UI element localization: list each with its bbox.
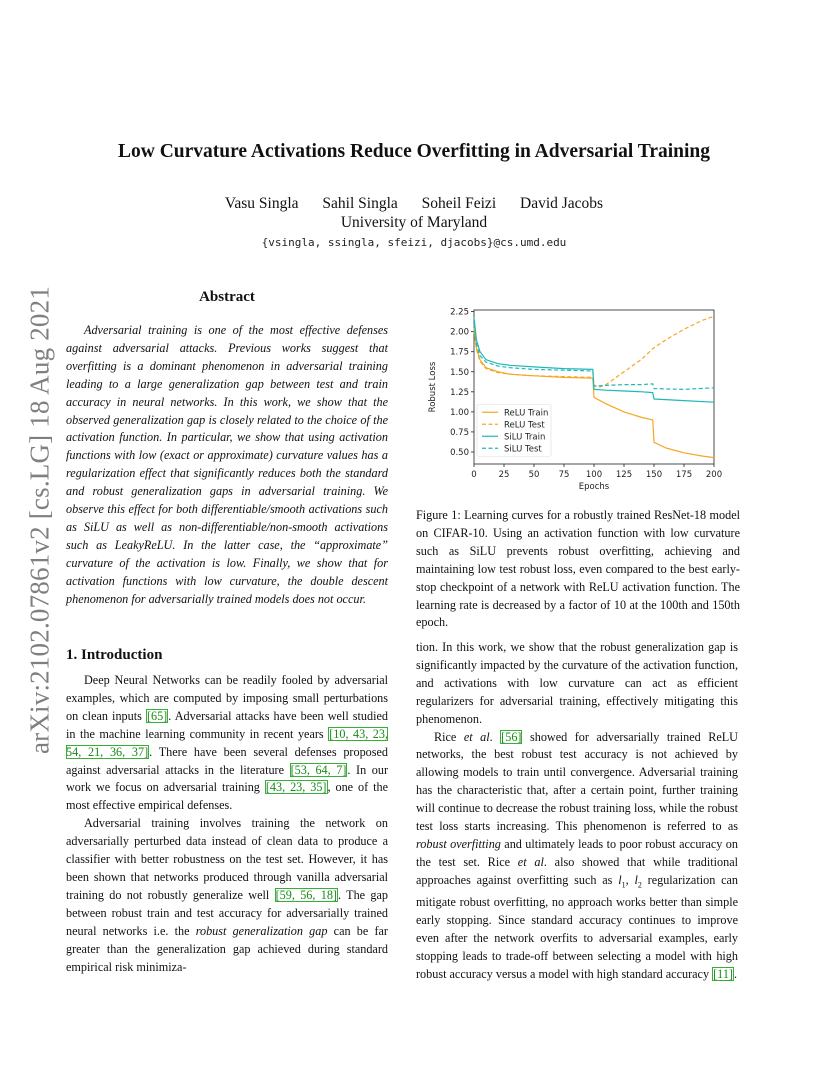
y-axis-label: Robust Loss bbox=[428, 361, 438, 413]
arxiv-stamp bbox=[20, 280, 60, 760]
y-tick-label: 2.25 bbox=[450, 307, 469, 318]
y-tick-label: 0.75 bbox=[450, 427, 469, 438]
arxiv-identifier: arXiv:2102.07861v2 [cs.LG] 18 Aug 2021 bbox=[24, 285, 55, 755]
figure-1 bbox=[424, 304, 724, 494]
author-list bbox=[0, 195, 828, 213]
series-line bbox=[474, 317, 714, 402]
x-axis-label: Epochs bbox=[578, 482, 610, 492]
paragraph: tion. In this work, we show that the robust generalization gap is significantly impacted by the curvature of the activation function, and activations with low curvature can act as efficient regularizers for adversarial training, effectively mitigating this phenomenon. bbox=[416, 640, 738, 726]
subscript: 1 bbox=[621, 880, 626, 890]
paragraph: Rice et al. [56] showed for adversarially trained ReLU networks, the best robust test accuracy is not achieved by allowing models to train until convergence. Adversarial training has the characteristic that, after a certain point, further training will continue to decrease the robust training loss, while the robust test loss starts increasing. This phenomenon is referred to as robust overfitting and ultimately leads to poor robust accuracy on the test set. Rice et al. also showed that while traditional approaches against overfitting such as $l_1$, $l_2$ regularization can mitigate robust overfitting, no approach works better than simple early stopping. Since standard accuracy continues to improve even after the network overfits to adversarial examples, early stopping leads to trade-off between selecting a model with high robust accuracy versus a model with high standard accuracy [11]. bbox=[416, 729, 739, 981]
author: David Jacobs bbox=[520, 195, 604, 212]
y-tick-label: 2.00 bbox=[450, 327, 469, 338]
citation-link[interactable]: [53, 64, 7] bbox=[290, 762, 347, 777]
citation-link[interactable]: [59, 56, 18] bbox=[275, 887, 337, 902]
x-tick-label: 200 bbox=[705, 470, 723, 480]
author: Vasu Singla bbox=[224, 195, 299, 212]
italic-text: l bbox=[634, 872, 638, 887]
italic-text: l bbox=[618, 872, 622, 887]
citation-link[interactable]: [11] bbox=[713, 966, 733, 981]
abstract-heading: Abstract bbox=[199, 289, 255, 305]
affiliation: University of Maryland bbox=[340, 214, 488, 231]
y-tick-label: 1.25 bbox=[450, 387, 469, 398]
paragraph: Deep Neural Networks can be readily fooled by adversarial examples, which are computed by imposing small perturbations on clean inputs [65]. Adversarial attacks have been well studied in the machine learning community in recent years [10, 43, 23, 54, 21, 36, 37]. There have been several defenses proposed against adversarial attacks in the literature [53, 64, 7]. In our work we focus on adversarial training [43, 23, 35], one of the most effective empirical defenses. bbox=[66, 673, 389, 813]
italic-text: robust overfitting bbox=[416, 836, 501, 851]
italic-text: et al bbox=[517, 854, 544, 869]
section-heading: 1. Introduction bbox=[66, 647, 163, 663]
author: Sahil Singla bbox=[322, 195, 398, 212]
author: Soheil Feizi bbox=[421, 195, 497, 212]
x-tick-label: 0 bbox=[471, 470, 477, 480]
italic-text: robust generalization gap bbox=[195, 923, 328, 938]
figure-caption: Figure 1: Learning curves for a robustly trained ResNet-18 model on CIFAR-10. Using an activation function with low curvature such as SiLU prevents robust overfitting, achieving and maintaining low test robust loss, even compared to the best early-stop checkpoint of a network with ReLU activation function. The learning rate is decreased by a factor of 10 at the 100th and 150th epoch. bbox=[416, 508, 740, 630]
subscript: 2 bbox=[637, 880, 642, 890]
paper-title: Low Curvature Activations Reduce Overfitting in Adversarial Training bbox=[117, 141, 711, 162]
paragraph: Adversarial training involves training the network on adversarially perturbed data instead of clean data to produce a classifier with better robustness on the test set. However, it has been shown that networks produced through vanilla adversarial training do not robustly generalize well [59, 56, 18]. The gap between robust train and test accuracy for adversarially trained neural networks i.e. the robust generalization gap can be far greater than the generalization gap achieved during standard empirical risk minimiza- bbox=[66, 816, 389, 974]
citation-link[interactable]: [43, 23, 35] bbox=[265, 780, 327, 795]
citation-link[interactable]: [65] bbox=[146, 708, 168, 723]
legend-label: ReLU Train bbox=[504, 408, 549, 419]
legend-label: SiLU Train bbox=[504, 432, 546, 443]
y-tick-label: 0.50 bbox=[450, 447, 469, 458]
robust-loss-chart bbox=[424, 304, 724, 494]
x-tick-label: 175 bbox=[675, 470, 693, 480]
series-line bbox=[474, 316, 714, 387]
abstract-text: Adversarial training is one of the most effective defenses against adversarial attacks. Previous works suggest that overfitting is a dominant phenomenon in adversarial training leading to a large generalization gap between test and train accuracy in neural networks. In this work, we show that the observed generalization gap is closely related to the choice of the activation function. In particular, we show that using activation functions with low (exact or approximate) curvature values has a regularization effect that significantly reduces both the standard and robust generalization gaps in adversarial training. We observe this effect for both differentiable/smooth activations such as SiLU as well as non-differentiable/non-smooth activations such as LeakyReLU. In the latter case, the “approximate” curvature of the activation is low. Finally, we show that for activation functions with low curvature, the double descent phenomenon for adversarially trained models does not occur. bbox=[66, 323, 388, 606]
x-tick-label: 100 bbox=[585, 470, 603, 480]
italic-text: et al bbox=[463, 729, 490, 744]
y-tick-label: 1.00 bbox=[450, 407, 469, 418]
x-tick-label: 75 bbox=[558, 470, 570, 480]
author-emails: {vsingla, ssingla, sfeizi, djacobs}@cs.umd.edu bbox=[261, 236, 567, 249]
series-line bbox=[474, 324, 714, 390]
legend-label: ReLU Test bbox=[504, 420, 545, 431]
y-tick-label: 1.50 bbox=[450, 367, 469, 378]
chart-legend bbox=[477, 404, 551, 456]
left-column bbox=[66, 672, 388, 976]
x-tick-label: 125 bbox=[615, 470, 633, 480]
y-tick-label: 1.75 bbox=[450, 347, 469, 358]
legend-label: SiLU Test bbox=[504, 444, 542, 455]
x-tick-label: 25 bbox=[498, 470, 510, 480]
citation-link[interactable]: [10, 43, 23, 54, 21, 36, 37] bbox=[66, 726, 388, 759]
x-tick-label: 150 bbox=[645, 470, 663, 480]
right-column bbox=[416, 639, 738, 984]
citation-link[interactable]: [56] bbox=[501, 729, 522, 744]
x-tick-label: 50 bbox=[528, 470, 540, 480]
